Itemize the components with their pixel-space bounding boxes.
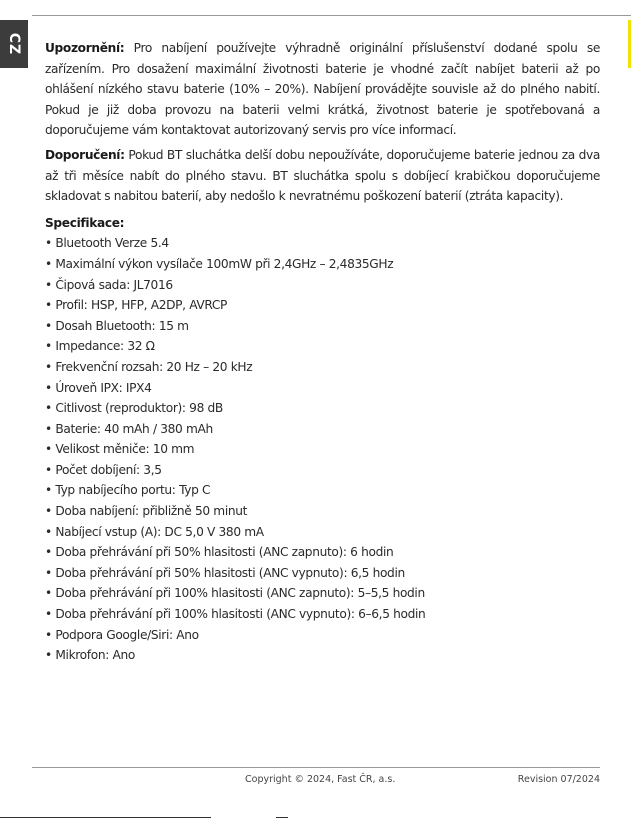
recommendation-label: Doporučení:: [45, 147, 125, 162]
spec-item: • Podpora Google/Siri: Ano: [45, 625, 600, 646]
spec-item: • Doba nabíjení: přibližně 50 minut: [45, 501, 600, 522]
recommendation-text: Pokud BT sluchátka delší dobu nepoužíváte, doporučujeme baterie jednou za dva až tři měsíce nabít do plného stavu. BT sluchátka spolu s dobíjecí krabičkou doporučujeme skladovat s nabitou baterií, aby nedošlo k nevratnému poškození baterií (ztráta kapacity).: [45, 147, 600, 204]
trim-mark-left: [0, 817, 211, 818]
recommendation-paragraph: [45, 145, 600, 207]
spec-item: • Velikost měniče: 10 mm: [45, 439, 600, 460]
specs-heading: Specifikace:: [45, 215, 125, 230]
footer-copyright: Copyright © 2024, Fast ČR, a.s.: [245, 774, 396, 785]
footer-revision: Revision 07/2024: [517, 774, 600, 785]
warning-text: Pro nabíjení používejte výhradně originální příslušenství dodané spolu se zařízením. Pro dosažení maximální životnosti baterie je vhodné začít nabíjet baterii až po ohlášení nízkého stavu baterie (10% – 20%). Nabíjení provádějte souvisle až do plného nabití. Pokud je již doba provozu na baterii velmi krátká, životnost baterie je spotřebovaná a doporučujeme vám kontaktovat autorizovaný servis pro více informací.: [45, 41, 600, 138]
spec-item: • Frekvenční rozsah: 20 Hz – 20 kHz: [45, 357, 600, 378]
spec-item: • Počet dobíjení: 3,5: [45, 460, 600, 481]
top-rule: [32, 15, 631, 16]
spec-item: • Doba přehrávání při 50% hlasitosti (ANC vypnuto): 6,5 hodin: [45, 563, 600, 584]
spec-item: • Impedance: 32 Ω: [45, 336, 600, 357]
footer-rule: [32, 767, 600, 768]
spec-item: • Nabíjecí vstup (A): DC 5,0 V 380 mA: [45, 522, 600, 543]
specs-list: [45, 233, 600, 665]
spec-item: • Baterie: 40 mAh / 380 mAh: [45, 419, 600, 440]
spec-item: • Mikrofon: Ano: [45, 645, 600, 666]
warning-label: Upozornění:: [45, 41, 125, 55]
spec-item: • Profil: HSP, HFP, A2DP, AVRCP: [45, 295, 600, 316]
spec-item: • Doba přehrávání při 50% hlasitosti (ANC zapnuto): 6 hodin: [45, 542, 600, 563]
language-tab: [0, 20, 28, 68]
warning-paragraph: [45, 38, 600, 141]
spec-item: • Úroveň IPX: IPX4: [45, 378, 600, 399]
spec-item: • Doba přehrávání při 100% hlasitosti (ANC vypnuto): 6–6,5 hodin: [45, 604, 600, 625]
spec-item: • Dosah Bluetooth: 15 m: [45, 316, 600, 337]
spec-item: • Maximální výkon vysílače 100mW při 2,4GHz – 2,4835GHz: [45, 254, 600, 275]
spec-item: • Bluetooth Verze 5.4: [45, 233, 600, 254]
language-tab-label: CZ: [6, 32, 22, 56]
trim-mark-center: [276, 817, 288, 818]
spec-item: • Doba přehrávání při 100% hlasitosti (ANC zapnuto): 5–5,5 hodin: [45, 583, 600, 604]
spec-item: • Čipová sada: JL7016: [45, 275, 600, 296]
spec-item: • Citlivost (reproduktor): 98 dB: [45, 398, 600, 419]
spec-item: • Typ nabíjecího portu: Typ C: [45, 480, 600, 501]
document-content: [45, 38, 600, 666]
